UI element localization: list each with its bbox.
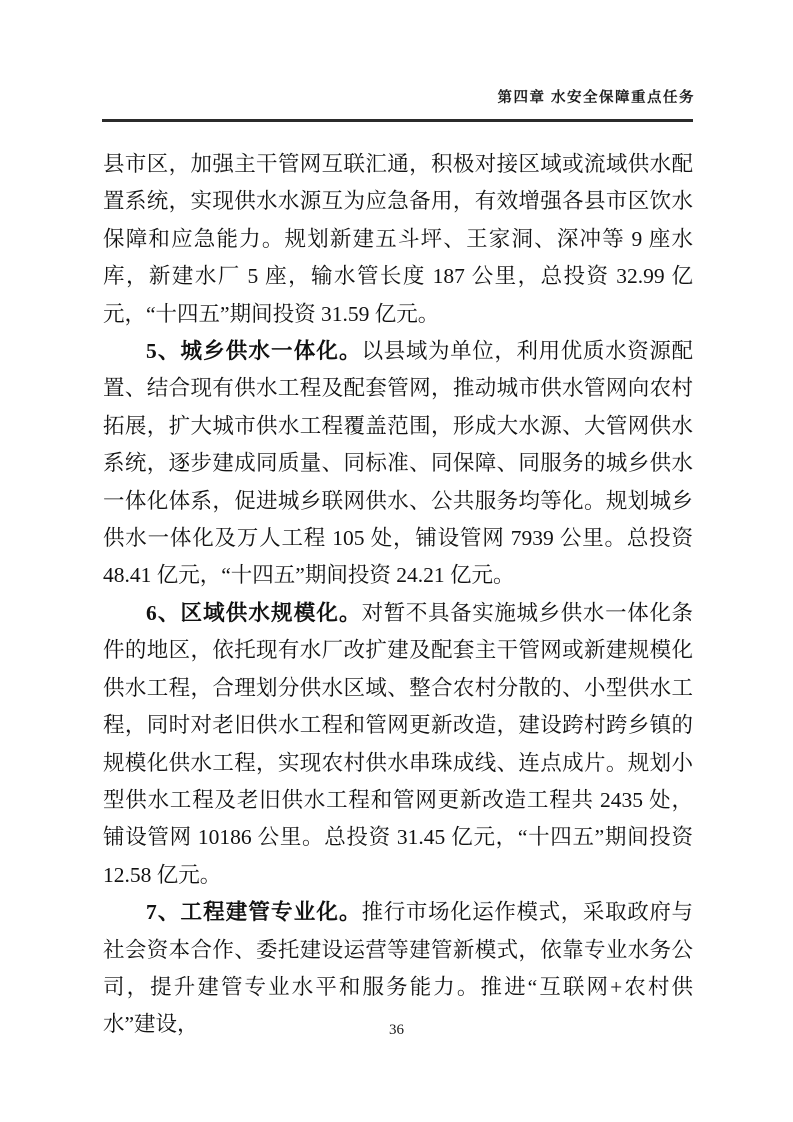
paragraph-continuation [103, 146, 693, 333]
paragraph-section-5 [103, 333, 693, 595]
paragraph-text: 县市区，加强主干管网互联汇通，积极对接区域或流域供水配置系统，实现供水水源互为应急备用，有效增强各县市区饮水保障和应急能力。规划新建五斗坪、王家洞、深冲等 9 座水库，新建水厂 5 座，输水管长度 187 公里，总投资 32.99 亿元，“十四五”期间投资 31.59 亿元。 [103, 152, 693, 326]
running-header: 第四章 水安全保障重点任务 [497, 90, 695, 106]
paragraph-lead: 5、城乡供水一体化。 [146, 339, 362, 364]
paragraph-text: 推行市场化运作模式，采取政府与社会资本合作、委托建设运营等建管新模式，依靠专业水务公司，提升建管专业水平和服务能力。推进“互联网+农村供水”建设， [103, 900, 693, 1037]
paragraph-text: 对暂不具备实施城乡供水一体化条件的地区，依托现有水厂改扩建及配套主干管网或新建规模化供水工程，合理划分供水区域、整合农村分散的、小型供水工程，同时对老旧供水工程和管网更新改造，建设跨村跨乡镇的规模化供水工程，实现农村供水串珠成线、连点成片。规划小型供水工程及老旧供水工程和管网更新改造工程共 2435 处，铺设管网 10186 公里。总投资 31.45 亿元，“十四五”期间投资 12.58 亿元。 [103, 600, 693, 887]
paragraph-text: 以县域为单位，利用优质水资源配置、结合现有供水工程及配套管网，推动城市供水管网向农村拓展，扩大城市供水工程覆盖范围，形成大水源、大管网供水系统，逐步建成同质量、同标准、同保障、同服务的城乡供水一体化体系，促进城乡联网供水、公共服务均等化。规划城乡供水一体化及万人工程 105 处，铺设管网 7939 公里。总投资 48.41 亿元，“十四五”期间投资 24.21 亿元。 [103, 339, 693, 588]
paragraph-lead: 7、工程建管专业化。 [146, 900, 362, 925]
page-number: 36 [389, 1022, 404, 1038]
document-body [103, 146, 693, 1044]
header-rule [102, 119, 693, 122]
paragraph-section-6 [103, 595, 693, 894]
paragraph-lead: 6、区域供水规模化。 [146, 600, 362, 625]
